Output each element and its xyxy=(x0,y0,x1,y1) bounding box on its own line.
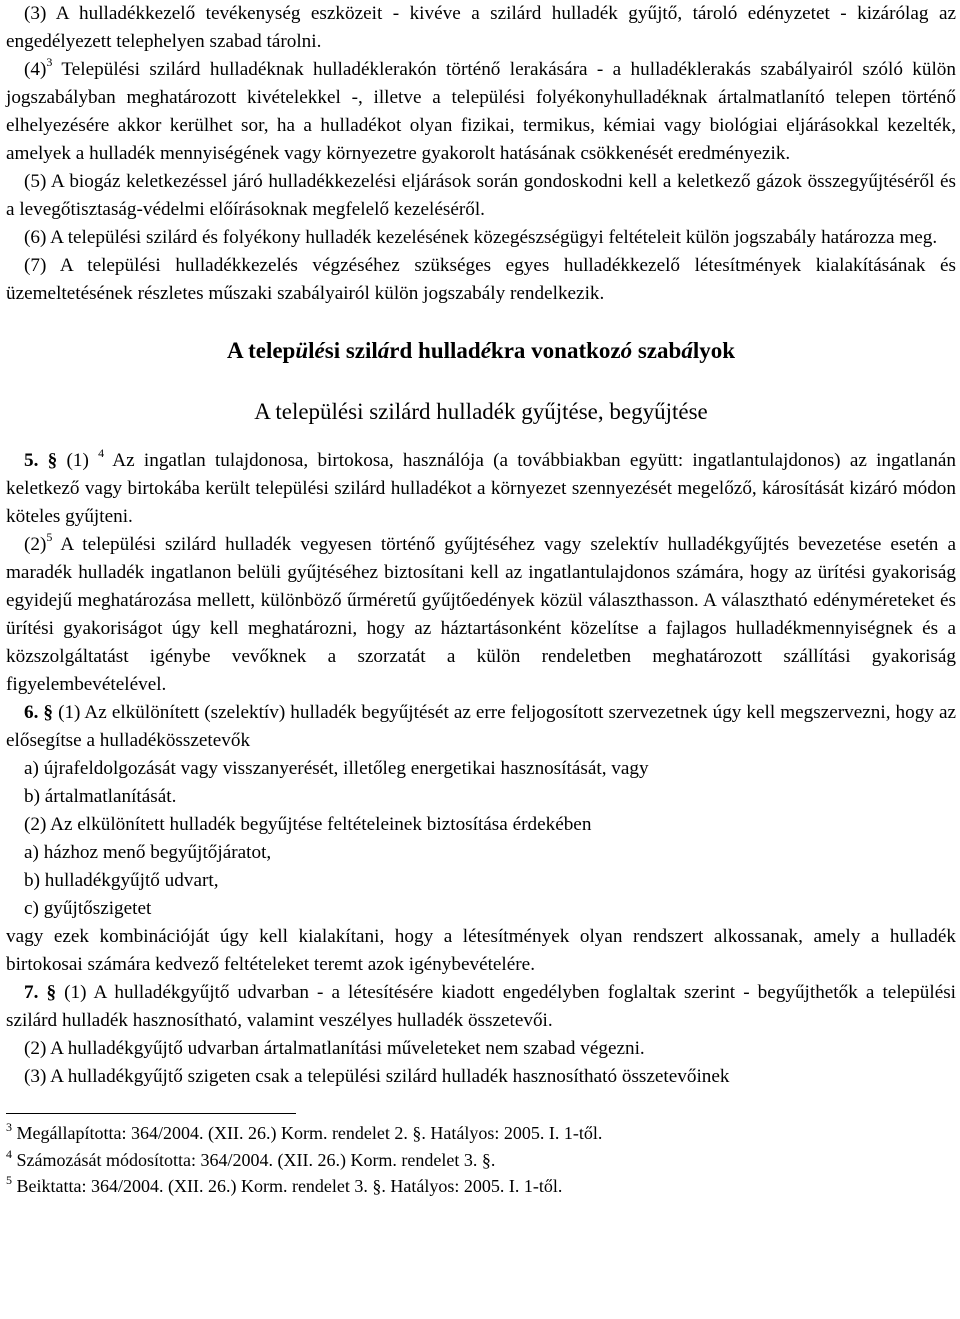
section-7-paragraph-2: (2) A hulladékgyűjtő udvarban ártalmatlanítási műveleteket nem szabad végezni. xyxy=(24,1038,645,1059)
footnote-ref-4[interactable]: 4 xyxy=(98,446,105,460)
paragraph-4 xyxy=(6,56,956,168)
section-7-paragraph-1 xyxy=(6,979,956,1035)
paragraph-6: (6) A települési szilárd és folyékony hulladék kezelésének közegészségügyi feltételeit külön jogszabály határozza meg. xyxy=(24,227,938,248)
paragraph-text: (1) Az elkülönített (szelektív) hulladék begyűjtését az erre feljogosított szervezetnek úgy kell megszervezni, hogy az elősegítse a hulladékösszetevők xyxy=(6,702,957,751)
section-6-tail: vagy ezek kombinációját úgy kell kialakítani, hogy a létesítmények olyan rendszert alkossanak, amely a hulladék birtokosai számára kedvező feltételeket teremt azok igénybevételére. xyxy=(6,926,956,975)
footnote-separator xyxy=(6,1113,296,1114)
title-part: rd hullad xyxy=(389,338,481,363)
title-part: é xyxy=(314,338,325,363)
paragraph-5: (5) A biogáz keletkezéssel járó hulladékkezelési eljárások során gondoskodni kell a keletkező gázok összegyűjtéséről és a levegőtisztaság-védelmi előírásoknak megfelelő kezeléséről. xyxy=(6,171,956,220)
footnote xyxy=(6,1120,956,1147)
section-5-paragraph-2 xyxy=(6,531,956,699)
list-item: b) hulladékgyűjtő udvart, xyxy=(24,870,219,891)
list-item: c) gyűjtőszigetet xyxy=(24,898,152,919)
section-sign: § xyxy=(38,982,57,1003)
section-5-paragraph-1 xyxy=(6,447,956,531)
title-part: l xyxy=(308,338,315,363)
footnote xyxy=(6,1147,956,1174)
section-number: 7. xyxy=(24,982,39,1003)
list-item: a) házhoz menő begyűjtőjáratot, xyxy=(24,842,272,863)
title-part: A telep xyxy=(226,338,296,363)
section-7-paragraph-3: (3) A hulladékgyűjtő szigeten csak a települési szilárd hulladék hasznosítható összetevőinek xyxy=(24,1066,730,1087)
title-part: si szil xyxy=(324,338,378,363)
title-part: á xyxy=(377,338,390,363)
paragraph-number: (1) xyxy=(57,450,89,471)
title-part: szab xyxy=(632,338,682,363)
section-subtitle: A települési szilárd hulladék gyűjtése, begyűjtése xyxy=(254,399,708,424)
section-6-paragraph-1 xyxy=(6,699,956,755)
chapter-title xyxy=(6,334,956,368)
section-sign: § xyxy=(38,702,54,723)
footnote-text: Megállapította: 364/2004. (XII. 26.) Korm. rendelet 2. §. Hatályos: 2005. I. 1-től. xyxy=(16,1123,603,1143)
paragraph-text: (1) A hulladékgyűjtő udvarban - a létesítésére kiadott engedélyben foglaltak szerint - begyűjthetők a települési szilárd hulladék hasznosítható, valamint veszélyes hulladék összetevői. xyxy=(6,982,957,1031)
list-item: a) újrafeldolgozását vagy visszanyerését, illetőleg energetikai hasznosítását, vagy xyxy=(24,758,649,779)
section-number: 5. xyxy=(24,450,39,471)
paragraph-text: A települési szilárd hulladék vegyesen történő gyűjtéséhez vagy szelektív hulladékgyűjtés bevezetése esetén a maradék hulladék ingatlanon belüli gyűjtéséhez biztosítani kell az ingatlantulajdonos számára, hogy az ürítési gyakoriság egyidejű meghatározása mellett, különböző űrméretű gyűjtőedények közül választhasson. A választható edényméreteket és ürítési gyakoriságot úgy kell meghatározni, hogy az háztartásonként közelítse a fajlagos hulladékmennyiségnek és a közszolgáltatást igénybe vevőknek a szorzatát a külön rendeletben meghatározott szállítási gyakoriság figyelembevételével. xyxy=(6,534,956,695)
title-part: é xyxy=(480,338,491,363)
section-sign: § xyxy=(38,450,58,471)
title-part: kra vonatkoz xyxy=(490,338,621,363)
title-part: ü xyxy=(295,338,309,363)
paragraph-text: Az ingatlan tulajdonosa, birtokosa, használója (a továbbiakban együtt: ingatlantulajdonos) az ingatlanán keletkező vagy birtokába került települési szilárd hulladékot a környezet szennyezését megelőző, károsítását kizáró módon köteles gyűjteni. xyxy=(6,450,957,527)
title-part: á xyxy=(681,338,693,363)
list-item: b) ártalmatlanítását. xyxy=(24,786,177,807)
paragraph-3: (3) A hulladékkezelő tevékenység eszközeit - kivéve a szilárd hulladék gyűjtő, tároló edényzetet - kizárólag az engedélyezett telephelyen szabad tárolni. xyxy=(6,3,956,52)
footnote-number: 4 xyxy=(6,1146,12,1161)
footnote-ref-5[interactable]: 5 xyxy=(46,530,53,544)
paragraph-number: (4) xyxy=(24,59,47,80)
paragraph-7: (7) A települési hulladékkezelés végzéséhez szükséges egyes hulladékkezelő létesítmények kialakításának és üzemeltetésének részletes műszaki szabályairól külön jogszabály rendelkezik. xyxy=(6,255,956,304)
section-6-paragraph-2: (2) Az elkülönített hulladék begyűjtése feltételeinek biztosítása érdekében xyxy=(24,814,592,835)
title-part: ó xyxy=(620,338,633,363)
footnote-text: Számozását módosította: 364/2004. (XII. 26.) Korm. rendelet 3. §. xyxy=(16,1149,496,1170)
paragraph-text: Települési szilárd hulladéknak hulladéklerakón történő lerakására - a hulladéklerakás szabályairól szóló külön jogszabályban meghatározott kivételekkel -, illetve a települési folyékonyhulladéknak ártalmatlanító telepen történő elhelyezésére akkor kerülhet sor, ha a hulladékot olyan fizikai, termikus, kémiai vagy biológiai eljárásokkal kezelték, amelyek a hulladék mennyiségének vagy környezetre gyakorolt hatásának csökkenését eredményezik. xyxy=(6,59,956,164)
footnote-ref-3[interactable]: 3 xyxy=(46,55,53,69)
title-part: lyok xyxy=(692,338,735,363)
footnote-number: 5 xyxy=(6,1173,12,1187)
document-page xyxy=(6,0,956,1200)
footnote-text: Beiktatta: 364/2004. (XII. 26.) Korm. rendelet 3. §. Hatályos: 2005. I. 1-től. xyxy=(16,1176,563,1196)
footnote-number: 3 xyxy=(6,1120,12,1134)
section-number: 6. xyxy=(24,702,39,723)
footnote xyxy=(6,1173,956,1200)
paragraph-number: (2) xyxy=(24,534,47,555)
